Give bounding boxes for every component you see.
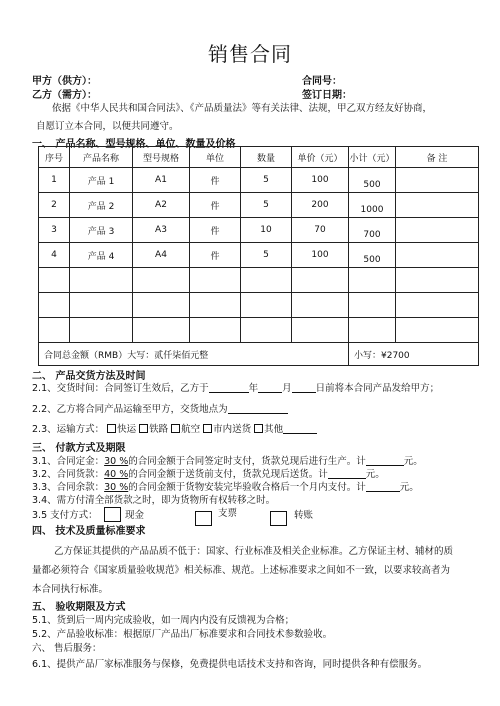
delivery-time-text: 2.1、交货时间：合同签订生效后，乙方于 — [32, 383, 209, 394]
delivery-time-line — [32, 380, 439, 394]
cell-qty: 5 — [241, 243, 292, 268]
cell-model — [133, 318, 190, 343]
col-header-qty: 数量 — [241, 147, 292, 168]
contract-number-label: 合同号： — [302, 76, 342, 87]
day-blank[interactable] — [292, 382, 316, 393]
cell-qty: 5 — [241, 168, 292, 193]
section-5-heading: 五、 验收期限及方式 — [32, 602, 126, 613]
deposit-line — [32, 453, 423, 467]
month-blank[interactable] — [258, 382, 282, 393]
quality-para-line-2: 量都必须符合《国家质量验收规范》相关标准、规范。上述标准要求之间如不一致，以要求较高者为 — [32, 565, 451, 576]
table-row — [39, 168, 479, 193]
transport-line — [32, 421, 317, 435]
cell-qty — [241, 268, 292, 293]
year-blank[interactable] — [209, 382, 249, 393]
checkbox-cash[interactable] — [104, 507, 121, 522]
cell-qty — [241, 293, 292, 318]
cell-unit — [190, 318, 241, 343]
cell-qty: 10 — [241, 218, 292, 243]
month-label: 月 — [282, 383, 292, 394]
col-header-model: 型号规格 — [133, 147, 190, 168]
pay-method-label: 3.5 支付方式： — [32, 510, 98, 521]
day-label: 日前将本合同产品发给甲方； — [315, 383, 440, 394]
party-b-label: 乙方（需方）： — [32, 90, 97, 101]
cell-index: 4 — [39, 243, 70, 268]
cell-model: A4 — [133, 243, 190, 268]
cell-unit: 件 — [190, 168, 241, 193]
cell-name — [70, 268, 133, 293]
deposit-amount-blank[interactable] — [366, 455, 404, 466]
cell-index: 1 — [39, 168, 70, 193]
intro-line-2: 自愿订立本合同，以便共同遵守。 — [36, 121, 179, 132]
cell-index — [39, 268, 70, 293]
cell-subtotal: 500 — [349, 168, 396, 193]
payment-unit: 元。 — [365, 469, 385, 480]
balance-amount-blank[interactable] — [366, 481, 400, 492]
cell-index: 3 — [39, 218, 70, 243]
cell-remark — [396, 168, 479, 193]
year-label: 年 — [248, 383, 259, 394]
table-row — [39, 218, 479, 243]
balance-line — [32, 479, 419, 493]
cell-model — [133, 293, 190, 318]
pay-method-cash: 现金 — [125, 510, 145, 521]
intro-line-1: 依据《中华人民共和国合同法》、《产品质量法》等有关法律、法规，甲乙双方经友好协商， — [52, 103, 433, 114]
deposit-label: 3.1、合同定金： — [32, 456, 105, 467]
table-row — [39, 293, 479, 318]
section-1-heading: 一、 产品名称、型号规格、单位、数量及价格 — [32, 139, 236, 150]
pay-method-cheque: 支票 — [218, 508, 238, 519]
col-header-remark: 备 注 — [396, 147, 479, 168]
cell-unit: 件 — [190, 243, 241, 268]
cell-price: 200 — [292, 193, 349, 218]
cell-remark — [396, 193, 479, 218]
cell-price — [292, 293, 349, 318]
section-4-heading: 四、 技术及质量标准要求 — [32, 526, 146, 537]
section-3-heading: 三、 付款方式及期限 — [32, 443, 126, 454]
cell-subtotal: 700 — [349, 218, 396, 243]
transport-other-blank[interactable] — [283, 423, 317, 434]
total-small: 小写：¥2700 — [349, 343, 479, 366]
product-table — [38, 146, 479, 366]
total-words: 合同总金额（RMB）大写：贰仟柒佰元整 — [39, 343, 349, 366]
cell-subtotal — [349, 293, 396, 318]
sign-date-label: 签订日期： — [302, 90, 352, 101]
transport-express: 快运 — [117, 424, 137, 435]
quality-para-line-3: 本合同执行标准。 — [32, 584, 109, 595]
cell-index — [39, 318, 70, 343]
delivery-place-text: 2.2、乙方将合同产品运输至甲方，交货地点为 — [32, 404, 228, 415]
cell-name: 产品 4 — [70, 243, 133, 268]
cell-remark — [396, 243, 479, 268]
cell-subtotal — [349, 318, 396, 343]
cell-price — [292, 268, 349, 293]
total-row — [39, 343, 479, 366]
delivery-place-blank[interactable] — [228, 403, 288, 414]
cell-remark — [396, 268, 479, 293]
section-6-heading: 六、 售后服务： — [32, 643, 102, 654]
cell-subtotal: 1000 — [349, 193, 396, 218]
acceptance-line-1: 5.1、货到后一周内完成验收，如一周内内没有反馈视为合格； — [32, 615, 295, 626]
cell-model: A3 — [133, 218, 190, 243]
col-header-unit: 单位 — [190, 147, 241, 168]
checkbox-rail[interactable] — [139, 424, 148, 433]
balance-percent: 30 % — [104, 482, 129, 493]
cell-price: 70 — [292, 218, 349, 243]
deposit-percent: 30 % — [104, 456, 129, 467]
cell-qty — [241, 318, 292, 343]
cell-model — [133, 268, 190, 293]
checkbox-other[interactable] — [254, 424, 263, 433]
balance-label: 3.3、合同余款： — [32, 482, 105, 493]
checkbox-transfer[interactable] — [270, 511, 287, 526]
section-2-heading: 二、 产品交货方法及时间 — [32, 371, 146, 382]
cell-price — [292, 318, 349, 343]
cell-unit: 件 — [190, 193, 241, 218]
transport-label: 2.3、运输方式： — [32, 424, 105, 435]
col-header-subtotal: 小计（元） — [349, 147, 396, 168]
cell-subtotal — [349, 268, 396, 293]
table-row — [39, 243, 479, 268]
cell-unit — [190, 293, 241, 318]
cell-unit: 件 — [190, 218, 241, 243]
col-header-price: 单价（元） — [292, 147, 349, 168]
delivery-place-line — [32, 401, 288, 415]
checkbox-cheque[interactable] — [195, 511, 212, 526]
cell-name: 产品 1 — [70, 168, 133, 193]
quality-para-line-1: 乙方保证其提供的产品品质不低于：国家、行业标准及相关企业标准。乙方保证主材、辅材的质 — [54, 546, 454, 557]
payment-line — [32, 466, 385, 480]
balance-unit: 元。 — [399, 482, 419, 493]
cell-price: 100 — [292, 243, 349, 268]
payment-amount-blank[interactable] — [328, 468, 366, 479]
transport-air: 航空 — [181, 424, 201, 435]
acceptance-line-2: 5.2、产品验收标准：根据原厂产品出厂标准要求和合同技术参数验收。 — [32, 629, 333, 640]
cell-remark — [396, 318, 479, 343]
pay-method-transfer: 转账 — [294, 510, 314, 521]
cell-remark — [396, 218, 479, 243]
transport-local: 市内送货 — [213, 424, 252, 435]
cell-remark — [396, 293, 479, 318]
party-a-label: 甲方（供方）： — [32, 76, 97, 87]
deposit-unit: 元。 — [403, 456, 423, 467]
service-line-1: 6.1、提供产品厂家标准服务与保修，免费提供电话技术支持和咨询，同时提供各种有偿服务。 — [32, 659, 428, 670]
payment-label: 3.2、合同货款： — [32, 469, 105, 480]
cell-subtotal: 500 — [349, 243, 396, 268]
table-header-row — [39, 147, 479, 168]
checkbox-air[interactable] — [171, 424, 180, 433]
cell-price: 100 — [292, 168, 349, 193]
cell-index — [39, 293, 70, 318]
cell-unit — [190, 268, 241, 293]
table-row — [39, 193, 479, 218]
cell-qty: 5 — [241, 193, 292, 218]
balance-text: 的合同金额于货物安装完毕验收合格后一个月内支付。计 — [128, 482, 366, 493]
payment-percent: 40 % — [104, 469, 129, 480]
cell-name — [70, 293, 133, 318]
transport-rail: 铁路 — [149, 424, 169, 435]
cell-model: A1 — [133, 168, 190, 193]
cell-model: A2 — [133, 193, 190, 218]
contract-title: 销售合同 — [208, 42, 292, 66]
cell-name: 产品 3 — [70, 218, 133, 243]
ownership-line: 3.4、需方付清全部货款之时，即为货物所有权转移之时。 — [32, 495, 276, 506]
table-row — [39, 268, 479, 293]
table-row — [39, 318, 479, 343]
col-header-index: 序号 — [39, 147, 70, 168]
checkbox-local[interactable] — [203, 424, 212, 433]
cell-name: 产品 2 — [70, 193, 133, 218]
payment-text: 的合同金额于送货前支付，货款兑现后送货。计 — [128, 469, 328, 480]
cell-name — [70, 318, 133, 343]
cell-index: 2 — [39, 193, 70, 218]
transport-other: 其他 — [264, 424, 284, 435]
col-header-name: 产品名称 — [70, 147, 133, 168]
checkbox-express[interactable] — [107, 424, 116, 433]
deposit-text: 的合同金额于合同签定时支付，货款兑现后进行生产。计 — [128, 456, 366, 467]
